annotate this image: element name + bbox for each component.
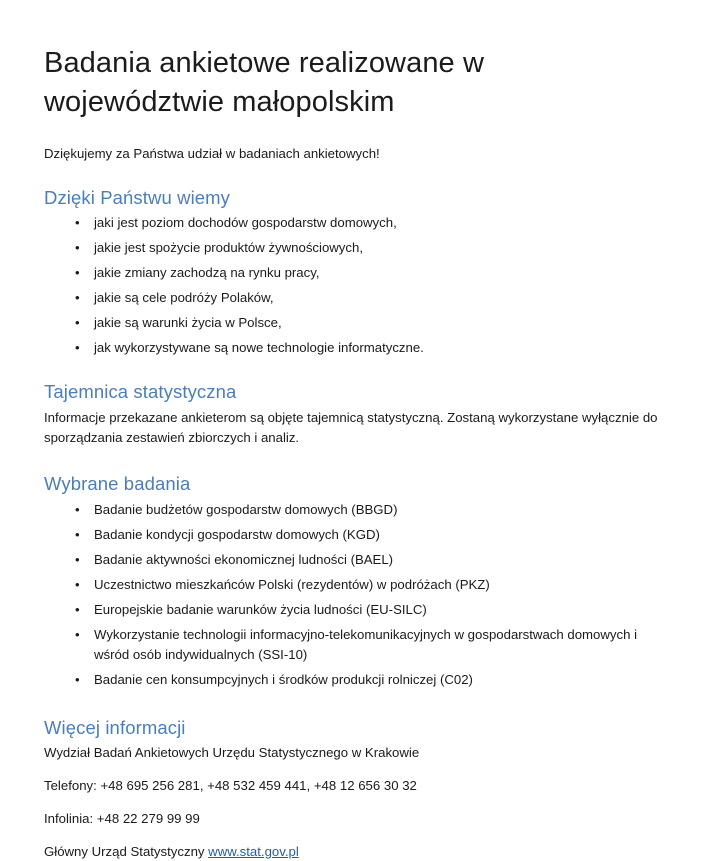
section-heading-selected-surveys: Wybrane badania — [44, 473, 191, 495]
office-website-line — [44, 842, 666, 861]
list-item-label: Badanie budżetów gospodarstw domowych (BBGD) — [94, 501, 398, 517]
bullet-icon: • — [75, 265, 80, 281]
page-title: Badania ankietowe realizowane w województwie małopolskim — [44, 47, 484, 118]
list-item-label: Uczestnictwo mieszkańców Polski (rezydentów) w podróżach (PKZ) — [94, 576, 490, 592]
bullet-icon: • — [75, 601, 80, 617]
surveys-list — [44, 500, 666, 691]
section-heading-knowledge: Dzięki Państwu wiemy — [44, 186, 231, 208]
list-item-label: jakie zmiany zachodzą na rynku pracy, — [94, 265, 320, 281]
list-item — [44, 288, 666, 308]
stat-gov-pl-link[interactable]: www.stat.gov.pl — [208, 843, 299, 859]
office-name: Główny Urząd Statystyczny — [44, 843, 209, 859]
bullet-icon: • — [75, 215, 80, 231]
bullet-icon: • — [75, 576, 80, 592]
section-heading-statistical-secret: Tajemnica statystyczna — [44, 381, 237, 403]
knowledge-list — [44, 213, 666, 358]
list-item — [44, 600, 666, 620]
bullet-icon: • — [75, 315, 80, 331]
list-item — [44, 263, 666, 283]
list-item — [44, 313, 666, 333]
bullet-icon: • — [75, 672, 80, 688]
list-item — [44, 238, 666, 258]
list-item — [44, 670, 666, 690]
bullet-icon: • — [75, 240, 80, 256]
statistical-secret-paragraph: Informacje przekazane ankieterom są objęte tajemnicą statystyczną. Zostaną wykorzystane wyłącznie do sporządzania zestawień zbiorczych i analiz. — [44, 409, 658, 445]
section-heading-more-info: Więcej informacji — [44, 717, 186, 739]
list-item-label: jakie są cele podróży Polaków, — [94, 290, 274, 306]
section-more-info — [44, 716, 666, 861]
list-item-label: Badanie kondycji gospodarstw domowych (KGD) — [94, 526, 380, 542]
department-name: Wydział Badań Ankietowych Urzędu Statystycznego w Krakowie — [44, 745, 420, 761]
phone-numbers: Telefony: +48 695 256 281, +48 532 459 441, +48 12 656 30 32 — [44, 778, 417, 793]
list-item — [44, 213, 666, 233]
bullet-icon: • — [75, 526, 80, 542]
bullet-icon: • — [75, 290, 80, 306]
bullet-icon: • — [75, 501, 80, 517]
section-statistical-secret — [44, 380, 666, 448]
list-item — [44, 338, 666, 358]
list-item-label: jaki jest poziom dochodów gospodarstw domowych, — [94, 215, 397, 231]
list-item — [44, 550, 666, 570]
list-item — [44, 500, 666, 520]
list-item-label: Wykorzystanie technologii informacyjno-telekomunikacyjnych w gospodarstwach domowych i wśród osób indywidualnych (SSI-10) — [94, 626, 638, 662]
bullet-icon: • — [75, 626, 80, 642]
intro-paragraph: Dziękujemy za Państwa udział w badaniach ankietowych! — [44, 146, 380, 162]
list-item-label: jakie są warunki życia w Polsce, — [94, 315, 282, 331]
bullet-icon: • — [75, 340, 80, 356]
list-item-label: Badanie aktywności ekonomicznej ludności (BAEL) — [94, 551, 394, 567]
list-item — [44, 575, 666, 595]
hotline-number: Infolinia: +48 22 279 99 99 — [44, 810, 200, 826]
list-item-label: Europejskie badanie warunków życia ludności (EU-SILC) — [94, 601, 427, 617]
list-item — [44, 625, 666, 665]
section-selected-surveys — [44, 472, 666, 690]
list-item-label: Badanie cen konsumpcyjnych i środków produkcji rolniczej (C02) — [94, 672, 473, 688]
list-item-label: jak wykorzystywane są nowe technologie informatyczne. — [94, 340, 424, 356]
bullet-icon: • — [75, 551, 80, 567]
list-item-label: jakie jest spożycie produktów żywnościowych, — [94, 240, 363, 256]
section-knowledge — [44, 186, 666, 359]
list-item — [44, 525, 666, 545]
